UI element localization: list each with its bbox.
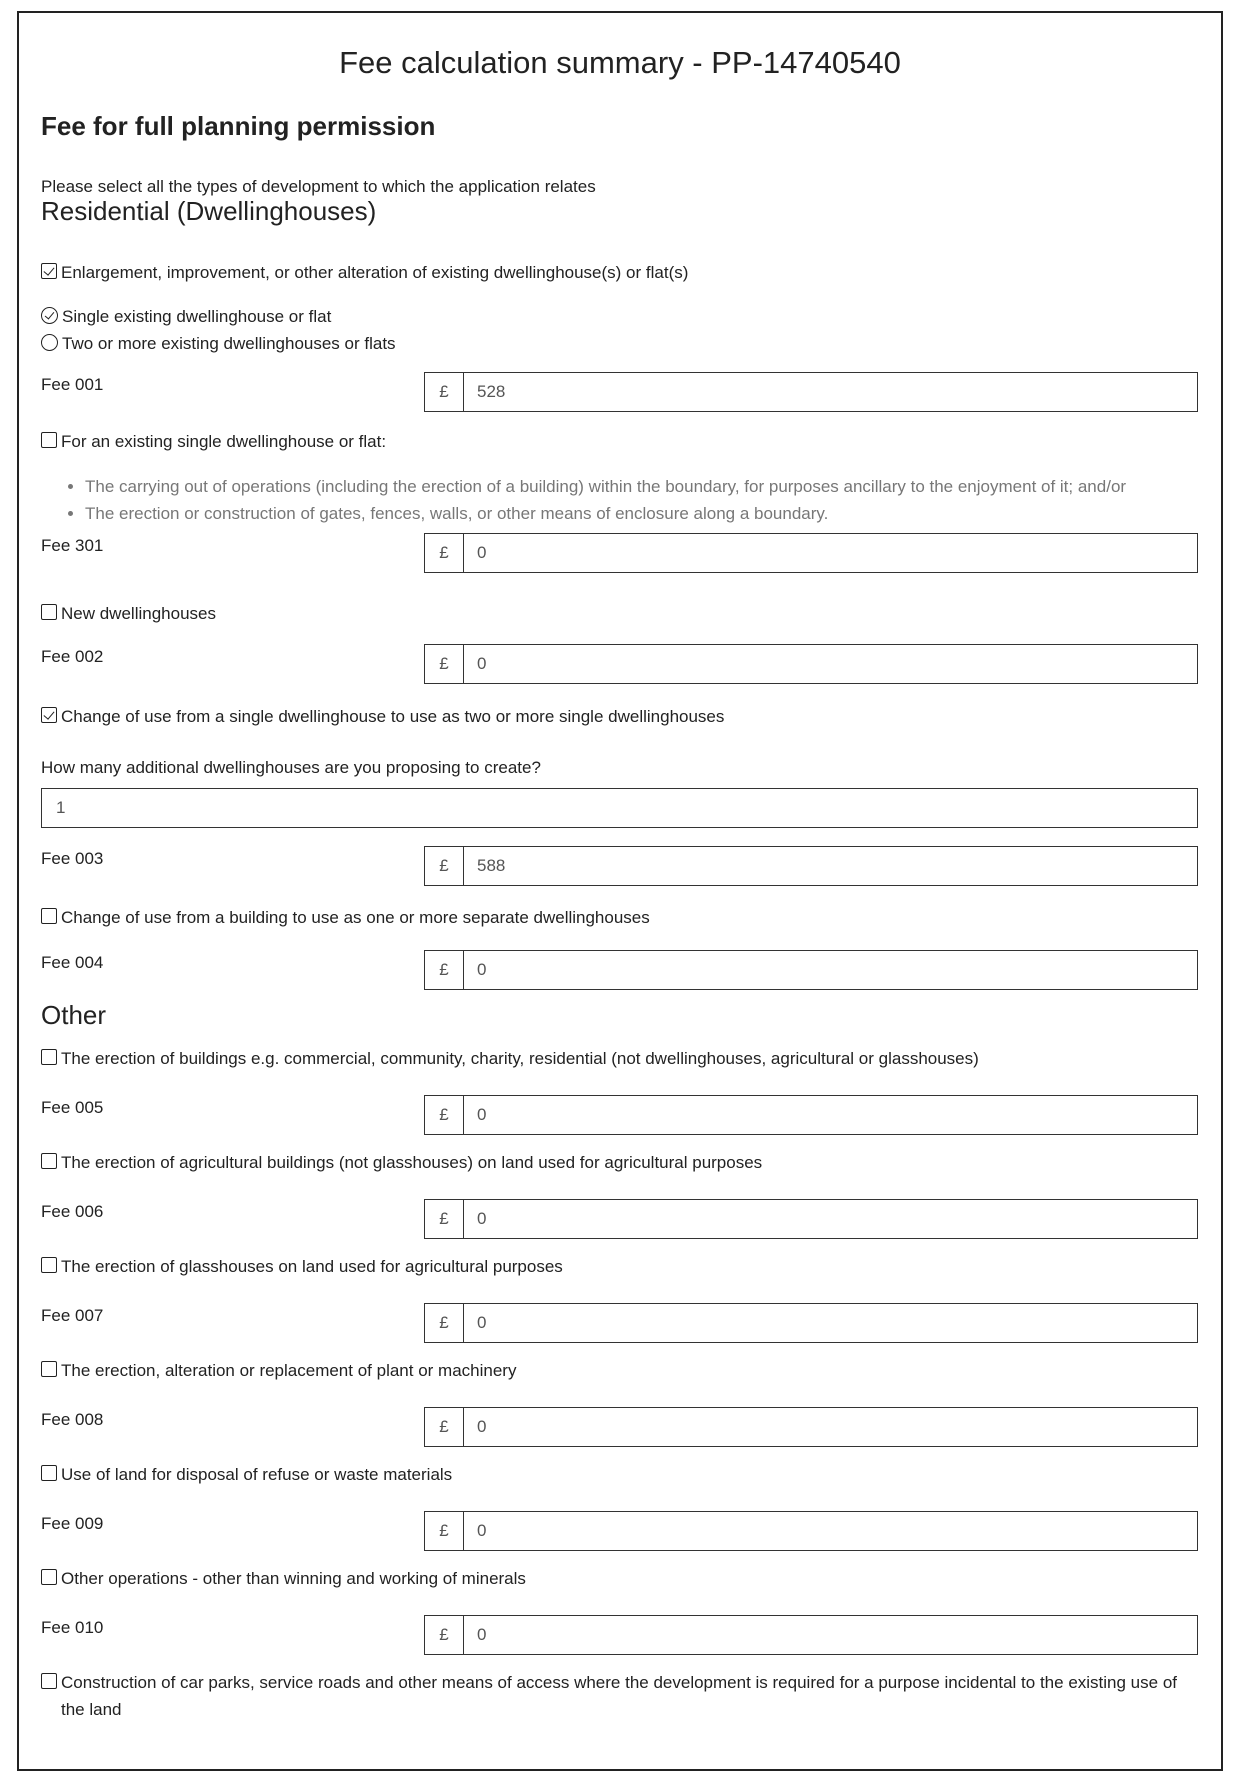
other-operations-checkbox[interactable]	[41, 1569, 57, 1585]
refuse-label: Use of land for disposal of refuse or waste materials	[61, 1465, 453, 1484]
fee-006-label: Fee 006	[41, 1202, 104, 1221]
fee-001-value[interactable]: 528	[477, 382, 506, 401]
change-of-use-single-option[interactable]	[41, 703, 724, 730]
fee-010-field[interactable]	[424, 1615, 1198, 1655]
fee-001-label: Fee 001	[41, 375, 104, 394]
enlargement-checkbox[interactable]	[41, 263, 57, 279]
currency-prefix: £	[425, 373, 464, 411]
currency-prefix: £	[425, 1616, 464, 1654]
fee-003-label: Fee 003	[41, 849, 104, 868]
enlargement-option[interactable]	[41, 259, 688, 286]
fee-010-value[interactable]: 0	[477, 1625, 487, 1644]
fee-301-field[interactable]	[424, 533, 1198, 573]
fee-009-label: Fee 009	[41, 1514, 104, 1533]
multiple-dwellings-radio[interactable]	[41, 334, 58, 351]
glasshouses-option[interactable]	[41, 1253, 563, 1280]
currency-prefix: £	[425, 1096, 464, 1134]
other-operations-option[interactable]	[41, 1565, 526, 1592]
refuse-checkbox[interactable]	[41, 1465, 57, 1481]
erection-buildings-option[interactable]	[41, 1045, 979, 1072]
currency-prefix: £	[425, 1512, 464, 1550]
enlargement-label: Enlargement, improvement, or other alteration of existing dwellinghouse(s) or flat(s)	[61, 263, 689, 282]
erection-buildings-checkbox[interactable]	[41, 1049, 57, 1065]
refuse-option[interactable]	[41, 1461, 452, 1488]
fee-001-field[interactable]	[424, 372, 1198, 412]
fee-006-value[interactable]: 0	[477, 1209, 487, 1228]
other-operations-label: Other operations - other than winning and working of minerals	[61, 1569, 526, 1588]
agricultural-checkbox[interactable]	[41, 1153, 57, 1169]
fee-summary-page	[17, 11, 1223, 1771]
change-of-use-single-label: Change of use from a single dwellinghouse to use as two or more single dwellinghouses	[61, 707, 725, 726]
fee-003-value[interactable]: 588	[477, 856, 506, 875]
car-parks-option[interactable]	[41, 1669, 1181, 1723]
radio-multiple-option[interactable]	[41, 330, 396, 357]
fee-301-value[interactable]: 0	[477, 543, 487, 562]
fee-010-label: Fee 010	[41, 1618, 104, 1637]
currency-prefix: £	[425, 847, 464, 885]
change-of-use-building-checkbox[interactable]	[41, 908, 57, 924]
fee-007-value[interactable]: 0	[477, 1313, 487, 1332]
fee-009-field[interactable]	[424, 1511, 1198, 1551]
car-parks-checkbox[interactable]	[41, 1673, 57, 1689]
change-of-use-building-label: Change of use from a building to use as one or more separate dwellinghouses	[61, 908, 650, 927]
fee-005-field[interactable]	[424, 1095, 1198, 1135]
single-dwelling-radio[interactable]	[41, 307, 58, 324]
currency-prefix: £	[425, 1304, 464, 1342]
fee-009-value[interactable]: 0	[477, 1521, 487, 1540]
page-title: Fee calculation summary - PP-14740540	[339, 45, 901, 80]
fee-006-field[interactable]	[424, 1199, 1198, 1239]
intro-text: Please select all the types of development to which the application relates	[41, 177, 596, 196]
fee-002-value[interactable]: 0	[477, 654, 487, 673]
other-section-title: Other	[41, 1000, 107, 1030]
currency-prefix: £	[425, 951, 464, 989]
fee-004-label: Fee 004	[41, 953, 104, 972]
residential-section-title: Residential (Dwellinghouses)	[41, 196, 377, 226]
fee-003-field[interactable]	[424, 846, 1198, 886]
fee-005-value[interactable]: 0	[477, 1105, 487, 1124]
additional-dwellings-input[interactable]: 1	[41, 788, 1198, 828]
new-dwellings-label: New dwellinghouses	[61, 604, 216, 623]
existing-single-option[interactable]	[41, 428, 386, 455]
existing-single-label: For an existing single dwellinghouse or flat:	[61, 432, 387, 451]
change-of-use-building-option[interactable]	[41, 904, 650, 931]
fee-002-field[interactable]	[424, 644, 1198, 684]
agricultural-option[interactable]	[41, 1149, 762, 1176]
new-dwellings-option[interactable]	[41, 600, 216, 627]
glasshouses-label: The erection of glasshouses on land used for agricultural purposes	[61, 1257, 563, 1276]
glasshouses-checkbox[interactable]	[41, 1257, 57, 1273]
radio-single-option[interactable]	[41, 303, 331, 330]
currency-prefix: £	[425, 645, 464, 683]
bullet-item: • The carrying out of operations (including the erection of a building) within the boundary, for purposes ancillary to the enjoyment of it; and/or	[85, 473, 1126, 500]
plant-checkbox[interactable]	[41, 1361, 57, 1377]
multiple-dwellings-label: Two or more existing dwellinghouses or flats	[62, 334, 396, 353]
fee-301-label: Fee 301	[41, 536, 104, 555]
fee-007-label: Fee 007	[41, 1306, 104, 1325]
erection-buildings-label: The erection of buildings e.g. commercial, community, charity, residential (not dwellinghouses, agricultural or glasshouses)	[61, 1049, 979, 1068]
section-heading: Fee for full planning permission	[41, 111, 436, 141]
new-dwellings-checkbox[interactable]	[41, 604, 57, 620]
bullet-item: • The erection or construction of gates, fences, walls, or other means of enclosure along a boundary.	[85, 500, 1126, 527]
fee-005-label: Fee 005	[41, 1098, 104, 1117]
fee-007-field[interactable]	[424, 1303, 1198, 1343]
fee-008-field[interactable]	[424, 1407, 1198, 1447]
fee-008-value[interactable]: 0	[477, 1417, 487, 1436]
additional-dwellings-question: How many additional dwellinghouses are you proposing to create?	[41, 758, 541, 777]
fee-008-label: Fee 008	[41, 1410, 104, 1429]
currency-prefix: £	[425, 1408, 464, 1446]
fee-004-field[interactable]	[424, 950, 1198, 990]
single-dwelling-label: Single existing dwellinghouse or flat	[62, 307, 332, 326]
fee-004-value[interactable]: 0	[477, 960, 487, 979]
currency-prefix: £	[425, 534, 464, 572]
existing-single-checkbox[interactable]	[41, 432, 57, 448]
car-parks-label: Construction of car parks, service roads and other means of access where the development is required for a purpose incidental to the existing use of the land	[61, 1673, 1177, 1719]
existing-single-bullets	[63, 473, 1126, 527]
plant-label: The erection, alteration or replacement of plant or machinery	[61, 1361, 517, 1380]
agricultural-label: The erection of agricultural buildings (not glasshouses) on land used for agricultural purposes	[61, 1153, 763, 1172]
currency-prefix: £	[425, 1200, 464, 1238]
fee-002-label: Fee 002	[41, 647, 104, 666]
plant-option[interactable]	[41, 1357, 516, 1384]
change-of-use-single-checkbox[interactable]	[41, 707, 57, 723]
